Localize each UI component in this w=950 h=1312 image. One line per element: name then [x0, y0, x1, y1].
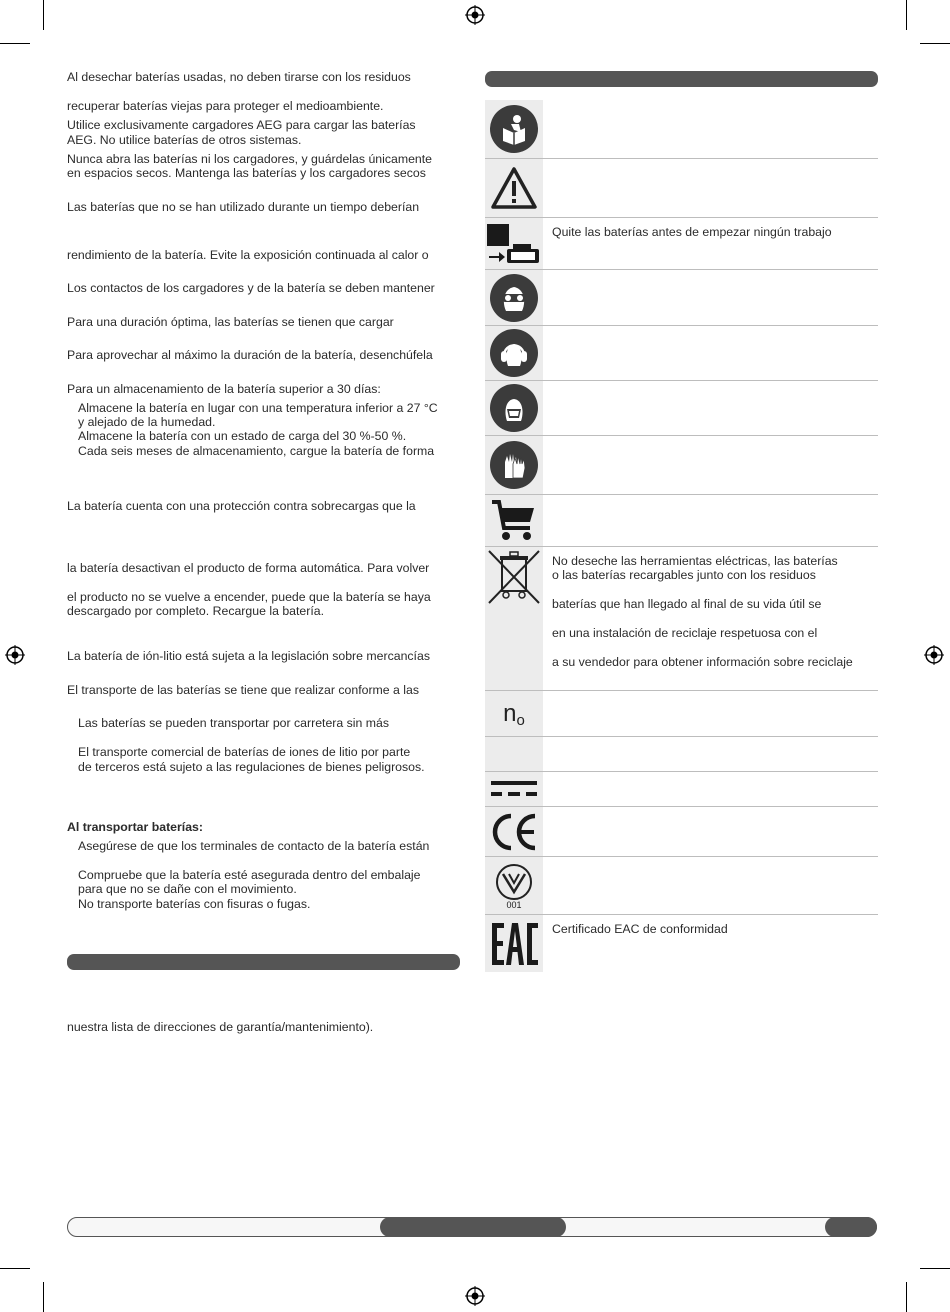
- speed-symbol-n: n: [503, 699, 517, 727]
- paragraph-line: El transporte de las baterías se tiene que realizar conforme a las: [67, 683, 420, 697]
- crop-mark: [906, 0, 907, 30]
- paragraph-line: Nunca abra las baterías ni los cargadores, y guárdelas únicamente: [67, 152, 433, 166]
- symbol-row-eye-protection: [485, 270, 878, 326]
- paragraph-line: recuperar baterías viejas para proteger el medioambiente.: [67, 99, 384, 113]
- list-item: No transporte baterías con fisuras o fugas.: [78, 897, 311, 911]
- list-item: de terceros está sujeto a las regulaciones de bienes peligrosos.: [78, 760, 425, 774]
- direct-current-icon: [487, 772, 541, 806]
- symbol-row-ce: [485, 807, 878, 857]
- read-manual-icon: [487, 100, 541, 158]
- crop-mark: [0, 43, 30, 44]
- symbol-row-accessory: [485, 495, 878, 547]
- paragraph-line: el producto no se vuelve a encender, puede que la batería se haya: [67, 590, 431, 604]
- ce-mark-icon: [487, 807, 541, 856]
- symbols-header-bar: [485, 71, 878, 87]
- paragraph-line: Las baterías que no se han utilizado durante un tiempo deberían: [67, 200, 420, 214]
- symbol-row-remove-battery: [485, 218, 878, 270]
- ukr-code-label: 001: [506, 899, 522, 910]
- crop-mark: [906, 1282, 907, 1312]
- list-item: Almacene la batería en lugar con una temperatura inferior a 27 °C: [78, 401, 438, 415]
- list-item: Compruebe que la batería esté asegurada dentro del embalaje: [78, 868, 421, 882]
- symbol-description: baterías que han llegado al final de su vida útil se: [552, 597, 822, 611]
- paragraph-line: descargado por completo. Recargue la batería.: [67, 604, 325, 618]
- ukrsepro-mark-icon: [487, 857, 541, 914]
- safety-goggles-icon: [487, 270, 541, 325]
- symbol-description: a su vendedor para obtener información sobre reciclaje: [552, 655, 853, 669]
- registration-mark-icon: [465, 5, 485, 25]
- footer-center-tab: [380, 1217, 566, 1237]
- list-item: Las baterías se pueden transportar por carretera sin más: [78, 716, 390, 730]
- symbol-description: en una instalación de reciclaje respetuosa con el: [552, 626, 818, 640]
- registration-mark-icon: [924, 645, 944, 665]
- crop-mark: [43, 1282, 44, 1312]
- symbol-description: o las baterías recargables junto con los residuos: [552, 568, 816, 582]
- paragraph-line: Al desechar baterías usadas, no deben tirarse con los residuos: [67, 70, 411, 84]
- symbol-description: Certificado EAC de conformidad: [552, 922, 728, 936]
- crossed-bin-icon: [487, 547, 541, 607]
- crop-mark: [43, 0, 44, 30]
- symbol-row-ukr-conformity: [485, 857, 878, 915]
- paragraph-line: la batería desactivan el producto de forma automática. Para volver: [67, 561, 430, 575]
- dust-mask-icon: [487, 381, 541, 435]
- paragraph-line: Para una duración óptima, las baterías se tienen que cargar: [67, 315, 394, 329]
- ear-protection-icon: [487, 326, 541, 380]
- symbol-row-read-manual: [485, 100, 878, 159]
- paragraph-line: AEG. No utilice baterías de otros sistemas.: [67, 133, 302, 147]
- list-item: Almacene la batería con un estado de carga del 30 %-50 %.: [78, 429, 407, 443]
- paragraph-line: rendimiento de la batería. Evite la exposición continuada al calor o: [67, 248, 429, 262]
- registration-mark-icon: [465, 1286, 485, 1306]
- symbol-description: No deseche las herramientas eléctricas, las baterías: [552, 554, 838, 568]
- paragraph-line: La batería de ión-litio está sujeta a la legislación sobre mercancías: [67, 649, 430, 663]
- symbol-description: Quite las baterías antes de empezar ningún trabajo: [552, 225, 832, 239]
- shopping-cart-icon: [487, 495, 541, 546]
- list-item: Cada seis meses de almacenamiento, cargue la batería de forma: [78, 444, 435, 458]
- symbol-row-weee: [485, 547, 878, 691]
- paragraph-line: nuestra lista de direcciones de garantía/mantenimiento).: [67, 1020, 374, 1034]
- speed-symbol-subscript: o: [516, 712, 525, 729]
- paragraph-line: Utilice exclusivamente cargadores AEG para cargar las baterías: [67, 118, 416, 132]
- symbol-row-direct-current: [485, 772, 878, 807]
- footer-page-tab: [825, 1217, 877, 1237]
- symbol-row-ear-protection: [485, 326, 878, 381]
- list-item: para que no se dañe con el movimiento.: [78, 882, 297, 896]
- list-item: Asegúrese de que los terminales de contacto de la batería están: [78, 839, 430, 853]
- list-item: y alejado de la humedad.: [78, 415, 216, 429]
- symbol-row-dust-mask: [485, 381, 878, 436]
- crop-mark: [0, 1268, 30, 1269]
- registration-mark-icon: [5, 645, 25, 665]
- symbol-row-warning: [485, 159, 878, 218]
- paragraph-line: en espacios secos. Mantenga las baterías y los cargadores secos: [67, 166, 426, 180]
- no-load-speed-symbol: [487, 691, 541, 736]
- eac-mark-icon: [487, 915, 541, 972]
- crop-mark: [920, 1268, 950, 1269]
- symbol-row-eac: [485, 915, 878, 972]
- warning-icon: [487, 159, 541, 217]
- paragraph-line: Para un almacenamiento de la batería superior a 30 días:: [67, 382, 381, 396]
- crop-mark: [920, 43, 950, 44]
- remove-battery-icon: [487, 218, 541, 269]
- paragraph-line: Los contactos de los cargadores y de la batería se deben mantener: [67, 281, 435, 295]
- list-item: El transporte comercial de baterías de iones de litio por parte: [78, 745, 411, 759]
- symbol-row-blank: [485, 737, 878, 772]
- symbol-row-gloves: [485, 436, 878, 495]
- paragraph-line: La batería cuenta con una protección contra sobrecargas que la: [67, 499, 416, 513]
- section-heading: Al transportar baterías:: [67, 820, 203, 834]
- section-header-bar: [67, 954, 460, 970]
- symbol-row-no-load-speed: [485, 691, 878, 737]
- protective-gloves-icon: [487, 436, 541, 494]
- page-footer-bar: [67, 1217, 877, 1237]
- paragraph-line: Para aprovechar al máximo la duración de la batería, desenchúfela: [67, 348, 433, 362]
